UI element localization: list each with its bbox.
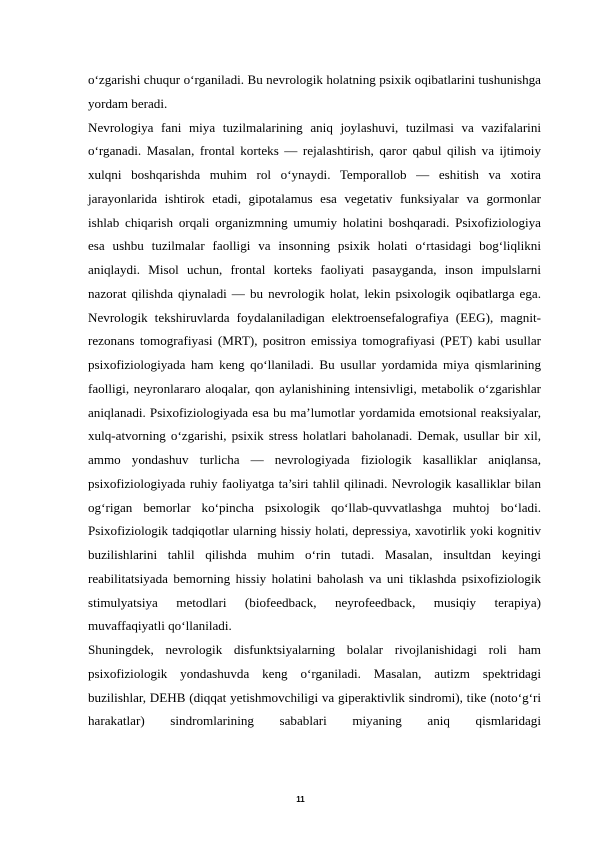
paragraph-continuation: o‘zgarishi chuqur o‘rganiladi. Bu nevrologik holatning psixik oqibatlarini tushunishga yordam beradi. xyxy=(88,72,541,111)
paragraph-child-development: Shuningdek, nevrologik disfunktsiyalarning bolalar rivojlanishidagi roli ham psixofiziologik yondashuvda keng o‘rganiladi. Masalan, autizm spektridagi buzilishlar, DEHB (diqqat yetishmovchiligi va giperaktivlik sindromi), tike (noto‘g‘ri harakatlar) sindromlarining sabablari miyaning aniq qismlaridagi xyxy=(88,642,541,729)
page-number: 11 xyxy=(296,795,305,804)
page-body xyxy=(88,68,541,733)
paragraph-neurology: Nevrologiya fani miya tuzilmalarining aniq joylashuvi, tuzilmasi va vazifalarini o‘rganadi. Masalan, frontal korteks — rejalashtirish, qaror qabul qilish va ijtimoiy xulqni boshqarishda muhim rol o‘ynaydi. Temporallob — eshitish va xotira jarayonlarida ishtirok etadi, gipotalamus esa vegetativ funksiyalar va gormonlar ishlab chiqarish orqali organizmning umumiy holatini boshqaradi. Psixofiziologiya esa ushbu tuzilmalar faolligi va insonning psixik holati o‘rtasidagi bog‘liqlikni aniqlaydi. Misol uchun, frontal korteks faoliyati pasayganda, inson impulslarni nazorat qilishda qiynaladi — bu nevrologik holat, lekin psixologik oqibatlarga ega. Nevrologik tekshiruvlarda foydalaniladigan elektroensefalografiya (EEG), magnit-rezonans tomografiyasi (MRT), positron emissiya tomografiyasi (PET) kabi usullar psixofiziologiyada ham keng qo‘llaniladi. Bu usullar yordamida miya qismlarining faolligi, neyronlararo aloqalar, qon aylanishining intensivligi, metabolik o‘zgarishlar aniqlanadi. Psixofiziologiyada esa bu ma’lumotlar yordamida emotsional reaksiyalar, xulq-atvorning o‘zgarishi, psixik stress holatlari baholanadi. Demak, usullar bir xil, ammo yondashuv turlicha — nevrologiyada fiziologik kasalliklar aniqlansa, psixofiziologiyada ruhiy faoliyatga ta’siri tahlil qilinadi. Nevrologik kasalliklar bilan og‘rigan bemorlar ko‘pincha psixologik qo‘llab-quvvatlashga muhtoj bo‘ladi. Psixofiziologik tadqiqotlar ularning hissiy holati, depressiya, xavotirlik yoki kognitiv buzilishlarini tahlil qilishda muhim o‘rin tutadi. Masalan, insultdan keyingi reabilitatsiyada bemorning hissiy holatini baholash va uni tiklashda psixofiziologik stimulyatsiya metodlari (biofeedback, neyrofeedback, musiqiy terapiya) muvaffaqiyatli qo‘llaniladi. xyxy=(88,119,541,634)
